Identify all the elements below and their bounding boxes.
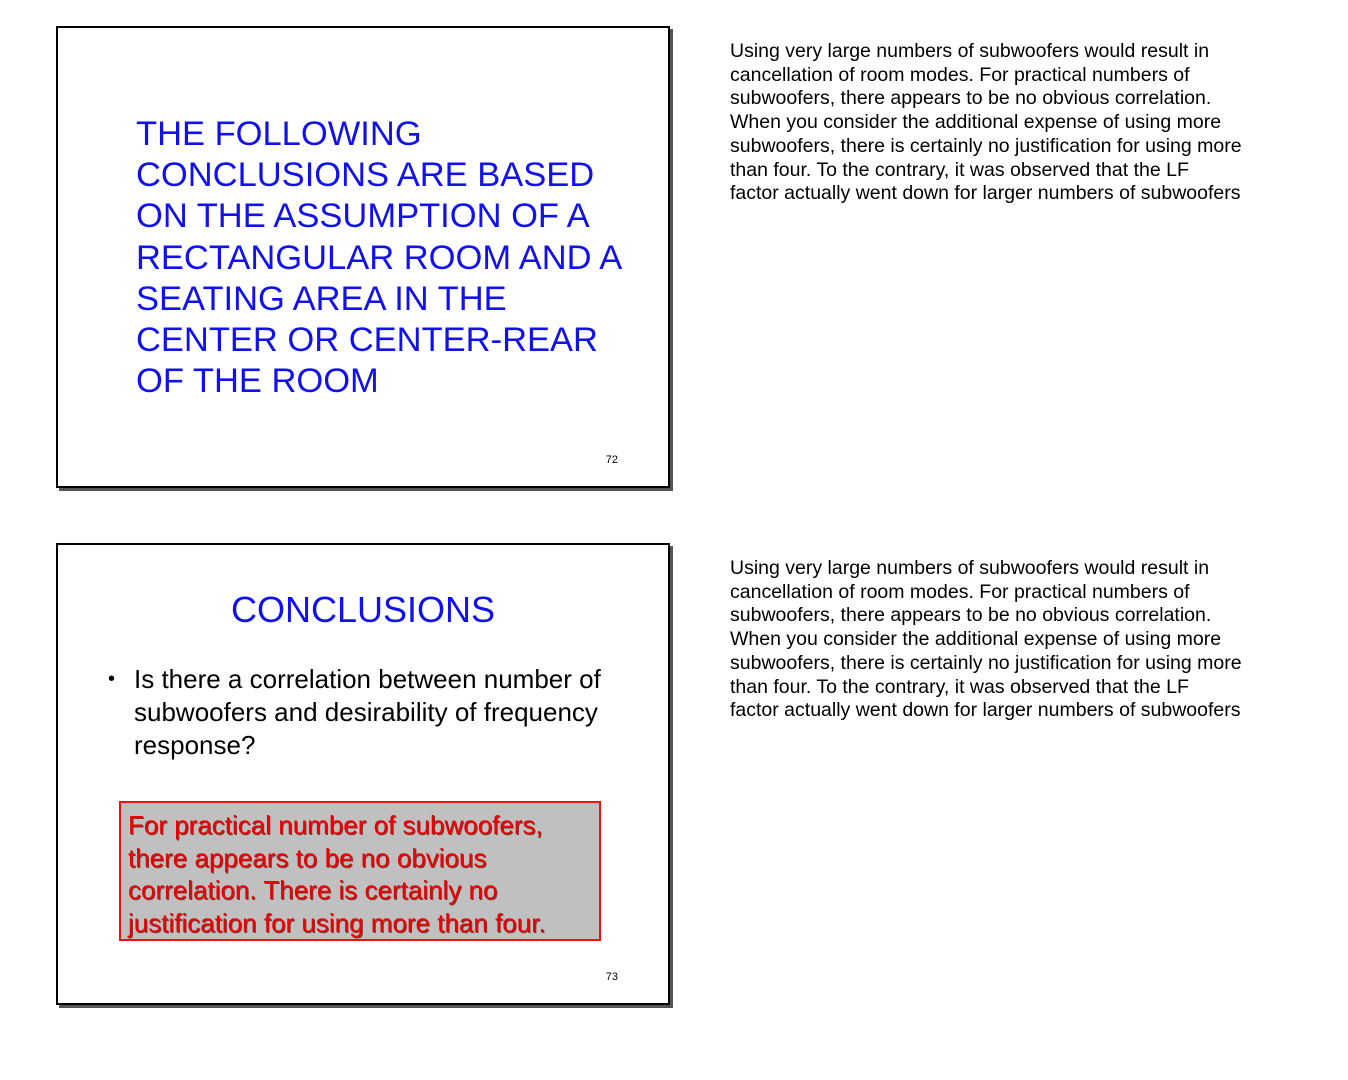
answer-box [119, 801, 601, 941]
speaker-notes-73: Using very large numbers of subwoofers would result in cancellation of room modes. For practical numbers of subwoofers, there appears to be no obvious correlation. When you consider the additional expense of using more subwoofers, there is certainly no justification for using more than four. To the contrary, it was observed that the LF factor actually went down for larger numbers of subwoofers [730, 557, 1242, 722]
slide-title: CONCLUSIONS [230, 589, 496, 630]
answer-text: For practical number of subwoofers, there appears to be no obvious correlation. There is certainly no justification for using more than four. [128, 810, 546, 938]
bullet-item [108, 663, 608, 762]
slide-page-number: 72 [605, 454, 618, 466]
slide-73 [56, 543, 670, 1005]
bullet-text: Is there a correlation between number of subwoofers and desirability of frequency response? [134, 664, 601, 760]
slide-72 [56, 26, 670, 488]
speaker-notes-72: Using very large numbers of subwoofers would result in cancellation of room modes. For practical numbers of subwoofers, there appears to be no obvious correlation. When you consider the additional expense of using more subwoofers, there is certainly no justification for using more than four. To the contrary, it was observed that the LF factor actually went down for larger numbers of subwoofers [730, 40, 1242, 205]
slide-page-number: 73 [605, 971, 618, 983]
bullet-icon: • [108, 668, 116, 690]
slide-assumption-text: THE FOLLOWING CONCLUSIONS ARE BASED ON THE ASSUMPTION OF A RECTANGULAR ROOM AND A SEATING AREA IN THE CENTER OR CENTER-REAR OF THE ROOM [136, 115, 623, 401]
